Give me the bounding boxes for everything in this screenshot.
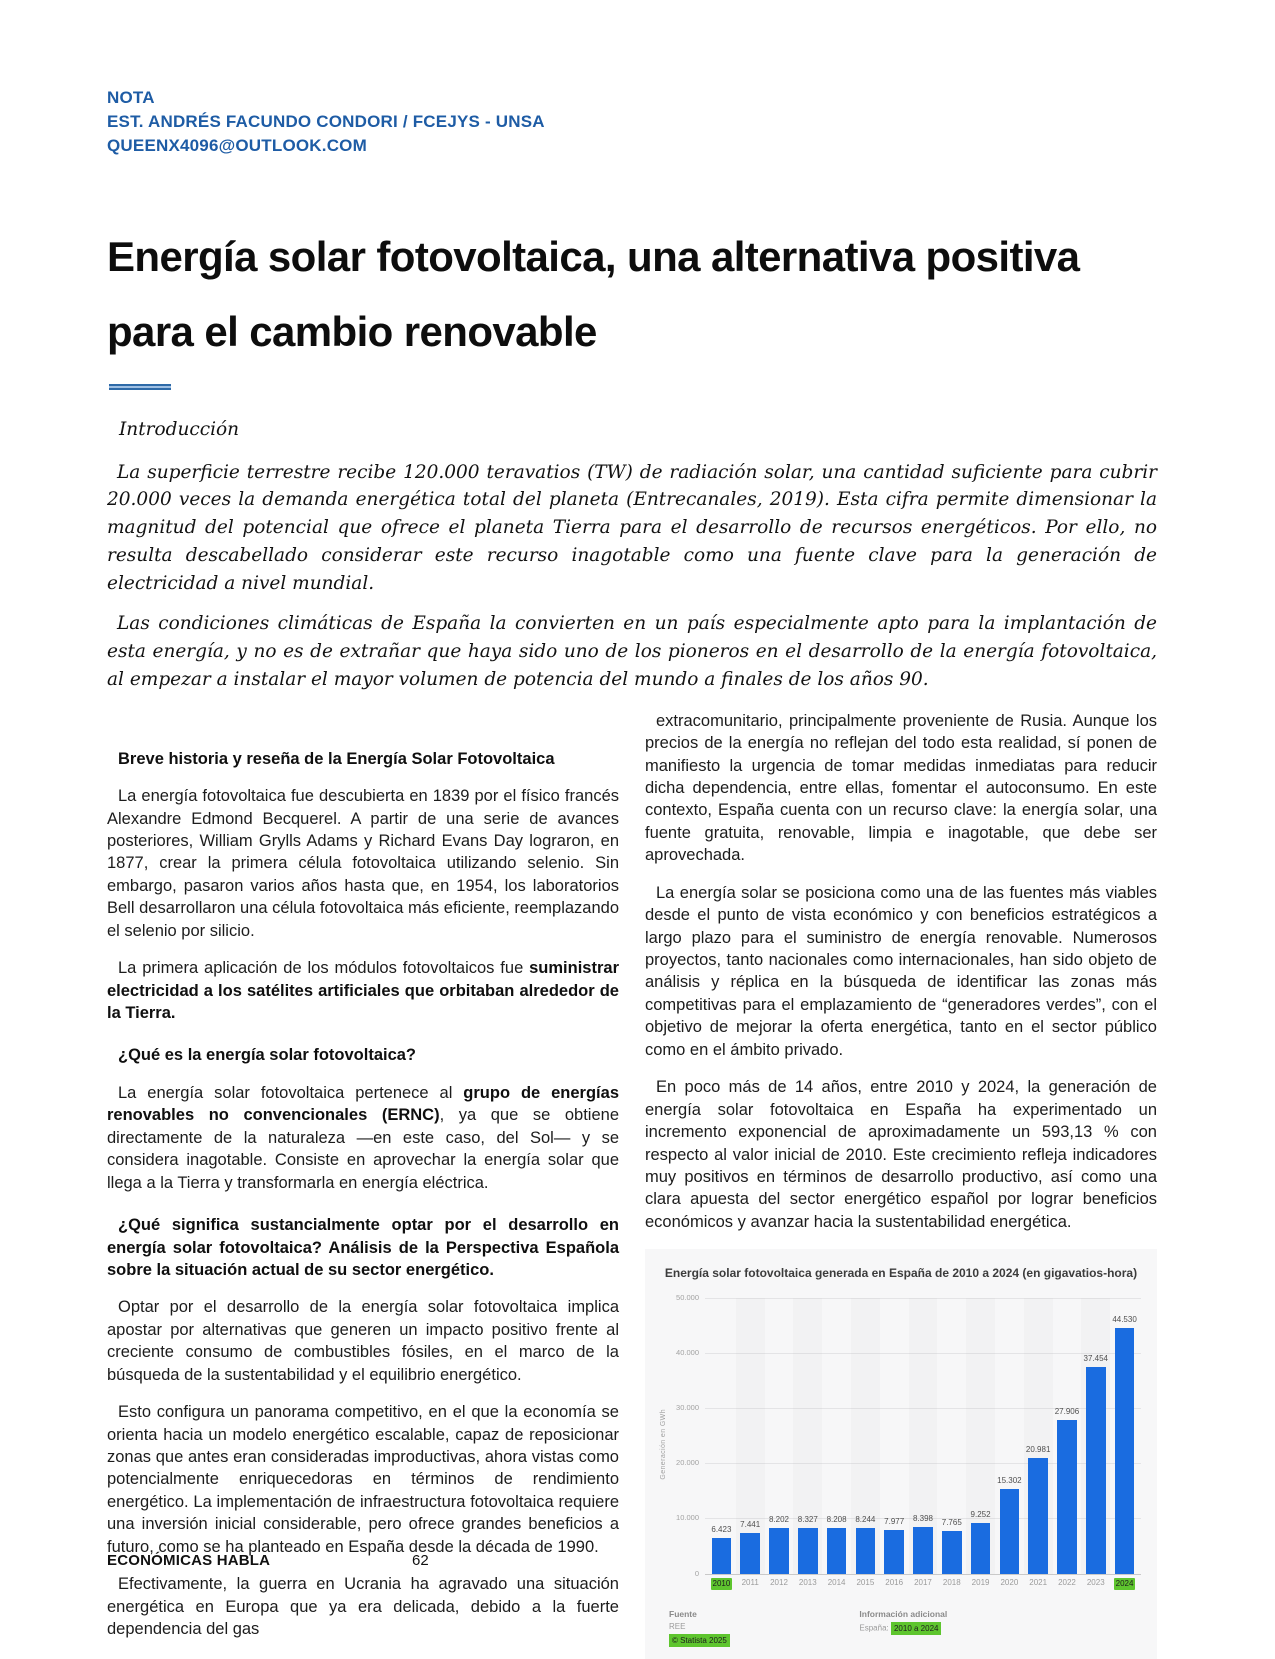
bar-2011	[740, 1533, 760, 1574]
page-title: Energía solar fotovoltaica, una alternativa positiva para el cambio renovable	[107, 233, 1080, 356]
bar-2016	[884, 1530, 904, 1574]
x-tick-2020: 2020	[1000, 1577, 1019, 1587]
body-paragraph: Optar por el desarrollo de la energía solar fotovoltaica implica apostar por alternativas que generen un impacto positivo frente al creciente consumo de combustibles fósiles, en el marco de la búsqueda de la sustentabilidad y el equilibrio energético.	[107, 1298, 619, 1384]
title-rule	[109, 384, 171, 390]
y-tick-label: 30.000	[676, 1402, 699, 1412]
source-name: REE	[669, 1622, 686, 1632]
y-axis-title	[657, 1298, 671, 1591]
bar-2015	[856, 1528, 876, 1574]
plot-region	[671, 1292, 1145, 1591]
statista-copyright: © Statista 2025	[669, 1634, 730, 1647]
x-tick-2016: 2016	[885, 1577, 904, 1587]
intro-heading: Introducción	[119, 418, 240, 440]
bar-2010	[712, 1538, 732, 1573]
body-paragraph	[107, 1082, 619, 1194]
body-paragraph	[107, 957, 619, 1024]
kicker-note: NOTA	[107, 88, 155, 107]
x-tick-2018: 2018	[942, 1577, 961, 1587]
bar-value-label: 44.530	[1112, 1314, 1137, 1324]
x-tick-2024: 2024	[1114, 1578, 1136, 1591]
y-tick-label: 50.000	[676, 1292, 699, 1302]
statista-bar-chart	[645, 1249, 1157, 1659]
x-tick-2021: 2021	[1029, 1577, 1048, 1587]
publication-name: ECONÓMICAS HABLA	[107, 1552, 271, 1569]
x-tick-2017: 2017	[914, 1577, 932, 1587]
y-tick-label: 10.000	[676, 1513, 699, 1523]
bar-2013	[798, 1528, 818, 1574]
bar-value-label: 7.977	[884, 1516, 905, 1526]
bar-slot	[1110, 1298, 1139, 1574]
kicker	[107, 86, 1157, 158]
bar-value-label: 20.981	[1025, 1444, 1051, 1454]
body-paragraph: Efectivamente, la guerra en Ucrania ha agravado una situación energética en Europa que ya era delicada, debido a la fuerte dependencia del gas	[107, 1575, 619, 1639]
y-axis-title-text: Generación en GWh	[660, 1408, 668, 1480]
bar-value-label: 27.906	[1054, 1406, 1080, 1416]
additional-info-region: España:	[859, 1623, 889, 1633]
right-column	[645, 710, 1157, 1659]
bar-slot	[851, 1298, 880, 1574]
paragraph-text: La primera aplicación de los módulos fotovoltaicos fue	[118, 959, 530, 978]
chart-title: Energía solar fotovoltaica generada en España de 2010 a 2024 (en gigavatios-hora)	[664, 1266, 1138, 1281]
x-tick-2014: 2014	[827, 1577, 846, 1587]
chart-body	[657, 1292, 1145, 1591]
x-tick-2022: 2022	[1058, 1577, 1076, 1587]
y-tick-label: 0	[694, 1568, 699, 1578]
bar-slot	[1081, 1298, 1110, 1574]
kicker-author: EST. ANDRÉS FACUNDO CONDORI / FCEJYS - UNSA	[107, 112, 545, 132]
bar-slot	[1024, 1298, 1053, 1574]
bar-2014	[827, 1528, 847, 1573]
bar-value-label: 7.441	[740, 1519, 761, 1529]
source-label: Fuente	[669, 1609, 697, 1620]
paragraph-bold-text: grupo de energías renovables no convencionales (ERNC)	[107, 1083, 619, 1125]
chart-footer	[669, 1608, 1145, 1647]
bar-value-label: 8.244	[855, 1515, 876, 1525]
page-footer	[107, 1552, 607, 1569]
bar-slot	[765, 1298, 794, 1574]
bar-2012	[769, 1528, 789, 1573]
x-tick-2023: 2023	[1086, 1577, 1105, 1587]
intro-paragraph: Las condiciones climáticas de España la convierten en un país especialmente apto para la implantación de esta energía, y no es de extrañar que haya sido uno de los pioneros en el desarrollo de la energía fotovoltaica, al empezar a instalar el mayor volumen de potencia del mundo a finales de los años 90.	[107, 613, 1157, 690]
bar-2017	[913, 1527, 933, 1573]
bar-slot	[937, 1298, 966, 1574]
body-paragraph: extracomunitario, principalmente proveniente de Rusia. Aunque los precios de la energía no reflejan del todo esta realidad, sí ponen de manifiesto la urgencia de tomar medidas inmediatas para reducir dicha dependencia, entre ellas, fomentar el autoconsumo. En este contexto, España cuenta con un recurso clave: la energía solar, una fuente gratuita, renovable, limpia e inagotable, que debe ser aprovechada.	[645, 711, 1157, 865]
body-paragraph: En poco más de 14 años, entre 2010 y 2024, la generación de energía solar fotovoltaica en España ha experimentado un incremento exponencial de aproximadamente un 593,13 % con respecto al valor inicial de 2010. Este crecimiento refleja indicadores muy positivos en términos de desarrollo productivo, así como una clara apuesta del sector energético español por lograr beneficios económicos y avanzar hacia la sustentabilidad energética.	[645, 1078, 1157, 1231]
left-column	[107, 710, 619, 1659]
bar-2021	[1028, 1458, 1048, 1574]
chart-additional-info	[859, 1608, 947, 1647]
bar-value-label: 8.202	[768, 1515, 789, 1525]
bar-slot	[966, 1298, 995, 1574]
bar-value-label: 8.208	[826, 1515, 847, 1525]
bar-2018	[942, 1531, 962, 1574]
bar-2019	[971, 1523, 991, 1574]
section-heading-history: Breve historia y reseña de la Energía Solar Fotovoltaica	[118, 749, 555, 768]
gridline	[705, 1574, 1141, 1575]
x-tick-2010: 2010	[711, 1578, 733, 1591]
chart-source	[669, 1608, 859, 1647]
x-tick-2019: 2019	[971, 1577, 990, 1587]
section-heading-what-is: ¿Qué es la energía solar fotovoltaica?	[118, 1046, 417, 1065]
kicker-email: QUEENX4096@OUTLOOK.COM	[107, 136, 367, 156]
x-tick-2015: 2015	[856, 1577, 875, 1587]
bar-slot	[995, 1298, 1024, 1574]
intro-paragraph: La superficie terrestre recibe 120.000 teravatios (TW) de radiación solar, una cantidad suficiente para cubrir 20.000 veces la demanda energética total del planeta (Entrecanales, 2019). Esta cifra permite dimensionar la magnitud del potencial que ofrece el planeta Tierra para el desarrollo de recursos energéticos. Por ello, no resulta descabellado considerar este recurso inagotable como una fuente clave para la generación de electricidad a nivel mundial.	[107, 461, 1157, 594]
bar-2020	[1000, 1489, 1020, 1573]
page-number: 62	[412, 1552, 429, 1569]
bar-slot	[909, 1298, 938, 1574]
bar-2024	[1115, 1328, 1135, 1574]
bar-value-label: 8.327	[797, 1514, 818, 1524]
additional-info-range: 2010 a 2024	[891, 1622, 942, 1635]
bar-slot	[793, 1298, 822, 1574]
bar-value-label: 15.302	[997, 1476, 1022, 1486]
bar-2023	[1086, 1367, 1106, 1574]
section-heading-meaning: ¿Qué significa sustancialmente optar por el desarrollo en energía solar fotovoltaica? Análisis de la Perspectiva Española sobre la situación actual de su sector energético.	[107, 1216, 619, 1279]
y-tick-label: 40.000	[676, 1347, 699, 1357]
bar-value-label: 7.765	[941, 1517, 962, 1527]
body-paragraph: La energía solar se posiciona como una de las fuentes más viables desde el punto de vista económico y con beneficios estratégicos a largo plazo para el suministro de energía renovable. Numerosos proyectos, tanto nacionales como internacionales, han sido objeto de análisis y réplica en la búsqueda de identificar las zonas más competitivas para el emplazamiento de “generadores verdes”, con el objetivo de mejorar la oferta energética, tanto en el sector público como en el ámbito privado.	[645, 883, 1157, 1059]
intro-section	[107, 416, 1157, 694]
x-tick-2012: 2012	[770, 1577, 788, 1587]
bar-value-label: 9.252	[970, 1509, 991, 1519]
bar-value-label: 8.398	[912, 1514, 933, 1524]
bar-slot	[822, 1298, 851, 1574]
body-paragraph: Esto configura un panorama competitivo, en el que la economía se orienta hacia un modelo energético escalable, capaz de reposicionar zonas que antes eran consideradas improductivas, ahora vistas como potencialmente enriquecedoras en términos de rendimiento energético. La implementación de infraestructura fotovoltaica requiere una inversión inicial considerable, pero ofrece grandes beneficios a futuro, como se ha planteado en España desde la década de 1990.	[107, 1403, 619, 1556]
bar-value-label: 6.423	[711, 1525, 732, 1535]
bar-slot	[880, 1298, 909, 1574]
bar-series	[705, 1298, 1141, 1574]
x-tick-2011: 2011	[741, 1577, 759, 1587]
paragraph-bold-text: suministrar electricidad a los satélites artificiales que orbitaban alrededor de la Tierra.	[107, 959, 619, 1022]
x-axis	[705, 1578, 1141, 1591]
y-tick-label: 20.000	[676, 1458, 699, 1468]
bar-slot	[707, 1298, 736, 1574]
bar-2022	[1057, 1420, 1077, 1574]
paragraph-text: , ya que se obtiene directamente de la naturaleza —en este caso, del Sol— y se considera inagotable. Consiste en aprovechar la energía solar que llega a la Tierra y transformarla en energía eléctrica.	[107, 1106, 620, 1192]
paragraph-text: La energía solar fotovoltaica pertenece al	[118, 1083, 464, 1102]
bar-slot	[1053, 1298, 1082, 1574]
plot-area	[676, 1292, 1141, 1578]
article-body	[107, 710, 1157, 1659]
additional-info-label: Información adicional	[859, 1609, 948, 1620]
x-tick-2013: 2013	[798, 1577, 817, 1587]
bar-value-label: 37.454	[1083, 1353, 1108, 1363]
body-paragraph: La energía fotovoltaica fue descubierta en 1839 por el físico francés Alexandre Edmond Becquerel. A partir de una serie de avances posteriores, William Grylls Adams y Richard Evans Day lograron, en 1877, crear la primera célula fotovoltaica utilizando selenio. Sin embargo, pasaron varios años hasta que, en 1954, los laboratorios Bell desarrollaron una célula fotovoltaica más eficiente, reemplazando el selenio por silicio.	[107, 787, 619, 940]
bar-slot	[736, 1298, 765, 1574]
